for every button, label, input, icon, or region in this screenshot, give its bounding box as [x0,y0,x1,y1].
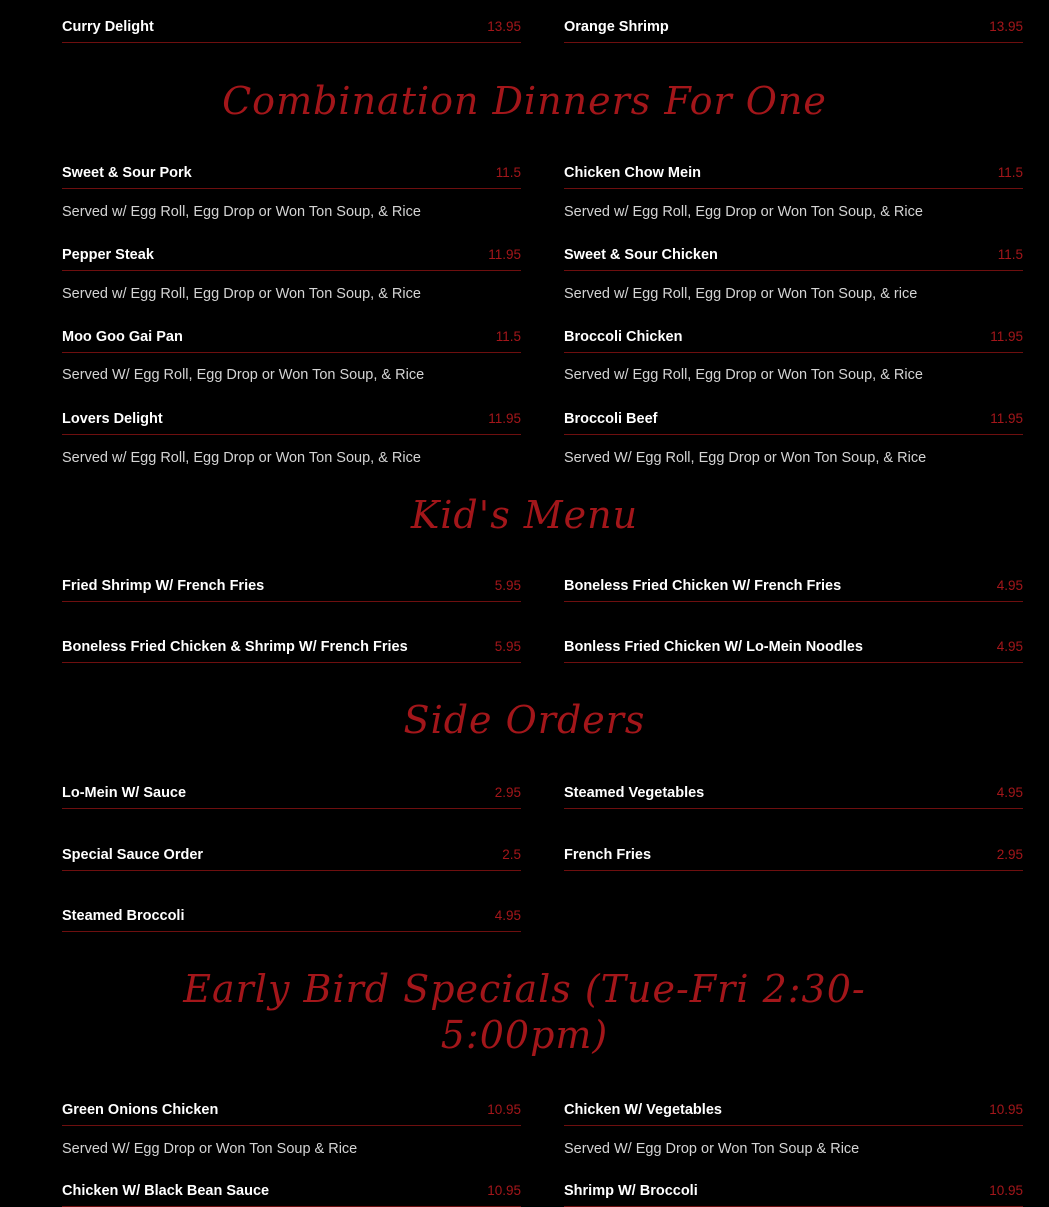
menu-item [62,323,521,353]
menu-item-row [564,779,1023,809]
menu-item-row [564,572,1023,602]
item-name: Broccoli Chicken [564,328,683,345]
item-name: Special Sauce Order [62,846,204,863]
item-description: Served W/ Egg Drop or Won Ton Soup & Rice [564,1141,860,1157]
menu-item-row [62,1177,521,1207]
menu-item [62,405,521,435]
section-title-kids: Kid's Menu [410,493,639,537]
item-price: 4.95 [494,908,521,923]
item-name: Fried Shrimp W/ French Fries [62,577,265,594]
menu-item [62,633,521,663]
item-price: 11.5 [997,247,1023,262]
item-name: Green Onions Chicken [62,1101,219,1118]
item-price: 11.5 [997,165,1023,180]
item-description: Served w/ Egg Roll, Egg Drop or Won Ton Soup, & Rice [564,204,923,220]
menu-item-row [62,779,521,809]
item-price: 11.95 [990,329,1023,344]
menu-item [62,241,521,271]
item-name: French Fries [564,846,652,863]
menu-item-row [62,841,521,871]
menu-item-row [62,572,521,602]
item-price: 10.95 [487,1102,521,1117]
menu-item [564,159,1023,189]
menu-item-row [62,241,521,271]
menu-item [62,159,521,189]
menu-item [62,841,521,871]
menu-item [62,1096,521,1126]
menu-item-row [62,1096,521,1126]
menu-item [62,572,521,602]
item-name: Lovers Delight [62,410,163,427]
item-price: 5.95 [494,639,521,654]
menu-item [62,902,521,932]
menu-item [62,1177,521,1207]
menu-item-row [564,633,1023,663]
menu-item [564,633,1023,663]
menu-item-orange-shrimp [564,13,1023,43]
section-title-line: Early Bird Specials (Tue-Fri 2:30- [183,967,866,1011]
menu-item-curry-delight [62,13,521,43]
item-name: Pepper Steak [62,246,154,263]
item-name: Sweet & Sour Pork [62,164,192,181]
menu-item [564,1177,1023,1207]
menu-item [62,779,521,809]
menu-item-row [564,159,1023,189]
menu-item-row [62,323,521,353]
item-name: Steamed Broccoli [62,907,185,924]
item-description: Served w/ Egg Roll, Egg Drop or Won Ton Soup, & Rice [564,367,923,383]
menu-item [564,841,1023,871]
menu-item [564,1096,1023,1126]
menu-item [564,779,1023,809]
menu-item-row [564,323,1023,353]
item-name: Shrimp W/ Broccoli [564,1182,698,1199]
item-price: 10.95 [487,1183,521,1198]
menu-item [564,323,1023,353]
item-name: Broccoli Beef [564,410,658,427]
item-name: Boneless Fried Chicken W/ French Fries [564,577,842,594]
menu-item-row [62,633,521,663]
item-description: Served w/ Egg Roll, Egg Drop or Won Ton Soup, & Rice [62,286,421,302]
item-description: Served W/ Egg Roll, Egg Drop or Won Ton Soup, & Rice [564,450,927,466]
item-price: 13.95 [487,19,521,34]
item-name: Boneless Fried Chicken & Shrimp W/ French Fries [62,638,408,655]
menu-item [564,572,1023,602]
item-description: Served w/ Egg Roll, Egg Drop or Won Ton Soup, & Rice [62,450,421,466]
menu-item-row [564,1096,1023,1126]
item-price: 10.95 [989,1102,1023,1117]
menu-item-row [62,902,521,932]
menu-item-row [62,405,521,435]
item-description: Served W/ Egg Drop or Won Ton Soup & Rice [62,1141,358,1157]
item-name: Sweet & Sour Chicken [564,246,718,263]
item-price: 4.95 [996,785,1023,800]
item-name: Lo-Mein W/ Sauce [62,784,187,801]
menu-item-row [564,1177,1023,1207]
menu-item [564,241,1023,271]
item-name: Bonless Fried Chicken W/ Lo-Mein Noodles [564,638,863,655]
item-price: 2.95 [996,847,1023,862]
item-name: Chicken W/ Vegetables [564,1101,722,1118]
menu-item [564,405,1023,435]
item-name: Chicken Chow Mein [564,164,701,181]
item-price: 5.95 [494,578,521,593]
item-price: 13.95 [989,19,1023,34]
item-price: 11.95 [488,411,521,426]
menu-item-row [564,841,1023,871]
menu-item-row [564,13,1023,43]
item-price: 11.5 [495,329,521,344]
section-title-line: 5:00pm) [440,1013,609,1057]
item-price: 11.95 [488,247,521,262]
item-price: 2.95 [494,785,521,800]
menu-item-row [564,405,1023,435]
menu-item-row [62,13,521,43]
item-price: 2.5 [502,847,521,862]
item-price: 4.95 [996,578,1023,593]
item-name: Chicken W/ Black Bean Sauce [62,1182,270,1199]
item-price: 4.95 [996,639,1023,654]
section-title-combination: Combination Dinners For One [222,79,827,123]
item-name: Steamed Vegetables [564,784,705,801]
item-price: 11.95 [990,411,1023,426]
menu-item-row [564,241,1023,271]
section-title-early-bird [0,966,1049,1058]
item-description: Served W/ Egg Roll, Egg Drop or Won Ton Soup, & Rice [62,367,425,383]
item-name: Moo Goo Gai Pan [62,328,183,345]
item-price: 10.95 [989,1183,1023,1198]
item-description: Served w/ Egg Roll, Egg Drop or Won Ton Soup, & rice [564,286,918,302]
item-name: Orange Shrimp [564,18,669,35]
menu-item-row [62,159,521,189]
item-name: Curry Delight [62,18,154,35]
item-price: 11.5 [495,165,521,180]
section-title-side-orders: Side Orders [403,698,646,742]
item-description: Served w/ Egg Roll, Egg Drop or Won Ton Soup, & Rice [62,204,421,220]
